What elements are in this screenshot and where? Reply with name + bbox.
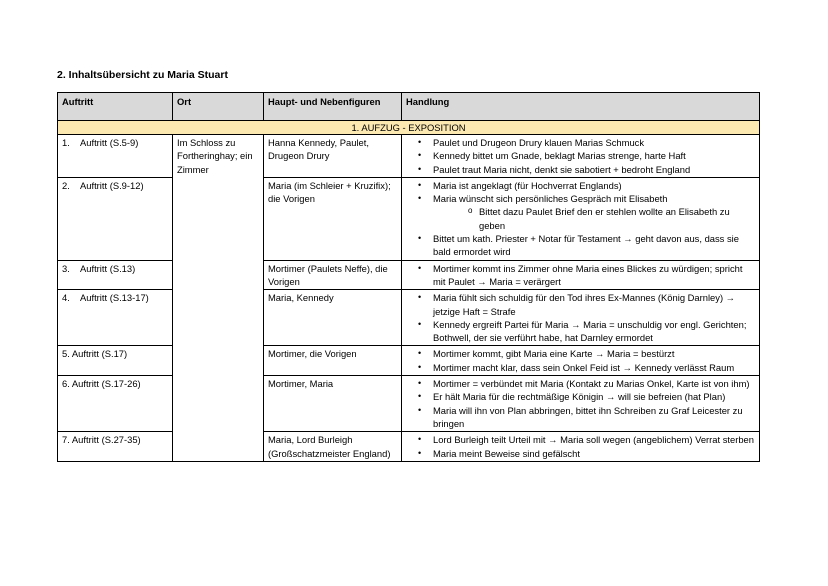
header-figuren: Haupt- und Nebenfiguren <box>264 93 402 121</box>
list-item: • Maria wünscht sich persönliches Gespräch mit Elisabeth o Bittet dazu Paulet Brief den er stehlen wollte an Elisabeth zu geben <box>406 192 755 232</box>
ort-cell-continued <box>173 346 264 376</box>
ort-cell-continued <box>173 432 264 462</box>
document-title: 2. Inhaltsübersicht zu Maria Stuart <box>57 69 228 81</box>
list-item: • Mortimer kommt ins Zimmer ohne Maria eines Blickes zu würdigen; spricht mit Paulet → Maria = verärgert <box>406 262 755 289</box>
ort-cell-continued <box>173 260 264 290</box>
figuren-cell: Maria, Kennedy <box>264 290 402 346</box>
list-item: • Mortimer = verbündet mit Maria (Kontakt zu Marias Onkel, Karte ist von ihm) <box>406 377 755 390</box>
section-label: 1. AUFZUG - EXPOSITION <box>58 121 760 135</box>
list-item: • Er hält Maria für die rechtmäßige Königin → will sie befreien (hat Plan) <box>406 390 755 403</box>
section-row <box>58 121 760 135</box>
figuren-cell: Mortimer, die Vorigen <box>264 346 402 376</box>
auftritt-cell: 3. Auftritt (S.13) <box>58 260 173 290</box>
list-item: • Bittet um kath. Priester + Notar für Testament → geht davon aus, dass sie bald ermordet wird <box>406 232 755 259</box>
auftritt-cell: 4. Auftritt (S.13-17) <box>58 290 173 346</box>
list-item: • Mortimer kommt, gibt Maria eine Karte → Maria = bestürzt <box>406 347 755 360</box>
handlung-cell <box>402 290 760 346</box>
auftritt-cell: 2. Auftritt (S.9-12) <box>58 177 173 260</box>
table-row <box>58 376 760 432</box>
handlung-cell <box>402 432 760 462</box>
figuren-cell: Maria (im Schleier + Kruzifix); die Vorigen <box>264 177 402 260</box>
handlung-cell <box>402 177 760 260</box>
figuren-cell: Mortimer (Paulets Neffe), die Vorigen <box>264 260 402 290</box>
auftritt-cell: 6. Auftritt (S.17-26) <box>58 376 173 432</box>
auftritt-cell: 5. Auftritt (S.17) <box>58 346 173 376</box>
table-row <box>58 346 760 376</box>
ort-cell: Im Schloss zu Fortheringhay; ein Zimmer <box>173 135 264 178</box>
table-row <box>58 260 760 290</box>
ort-cell-continued <box>173 177 264 260</box>
list-item: • Paulet und Drugeon Drury klauen Marias Schmuck <box>406 136 755 149</box>
header-auftritt: Auftritt <box>58 93 173 121</box>
list-item: • Maria ist angeklagt (für Hochverrat Englands) <box>406 179 755 192</box>
table-row <box>58 290 760 346</box>
list-item: • Kennedy bittet um Gnade, beklagt Marias strenge, harte Haft <box>406 149 755 162</box>
ort-cell-continued <box>173 376 264 432</box>
auftritt-cell: 7. Auftritt (S.27-35) <box>58 432 173 462</box>
list-item: • Lord Burleigh teilt Urteil mit → Maria soll wegen (angeblichem) Verrat sterben <box>406 433 755 446</box>
figuren-cell: Mortimer, Maria <box>264 376 402 432</box>
handlung-cell <box>402 135 760 178</box>
table-row <box>58 177 760 260</box>
figuren-cell: Hanna Kennedy, Paulet, Drugeon Drury <box>264 135 402 178</box>
handlung-cell <box>402 346 760 376</box>
handlung-cell <box>402 260 760 290</box>
list-item: • Maria meint Beweise sind gefälscht <box>406 447 755 460</box>
content-table <box>57 92 760 462</box>
list-item: • Maria fühlt sich schuldig für den Tod ihres Ex-Mannes (König Darnley) → jetzige Haft = Strafe <box>406 291 755 318</box>
ort-cell-continued <box>173 290 264 346</box>
auftritt-cell: 1. Auftritt (S.5-9) <box>58 135 173 178</box>
list-item: • Kennedy ergreift Partei für Maria → Maria = unschuldig vor engl. Gerichten; Bothwell, der sie verführt habe, hat Darnley ermordet <box>406 318 755 345</box>
handlung-cell <box>402 376 760 432</box>
list-item: • Maria will ihn von Plan abbringen, bittet ihn Schreiben zu Graf Leicester zu bringen <box>406 404 755 431</box>
table-row <box>58 135 760 178</box>
header-row <box>58 93 760 121</box>
table-row <box>58 432 760 462</box>
header-ort: Ort <box>173 93 264 121</box>
figuren-cell: Maria, Lord Burleigh (Großschatzmeister England) <box>264 432 402 462</box>
sub-list-item: o Bittet dazu Paulet Brief den er stehlen wollte an Elisabeth zu geben <box>433 205 755 232</box>
list-item: • Mortimer macht klar, dass sein Onkel Feid ist → Kennedy verlässt Raum <box>406 361 755 374</box>
header-handlung: Handlung <box>402 93 760 121</box>
list-item: • Paulet traut Maria nicht, denkt sie sabotiert + bedroht England <box>406 163 755 176</box>
